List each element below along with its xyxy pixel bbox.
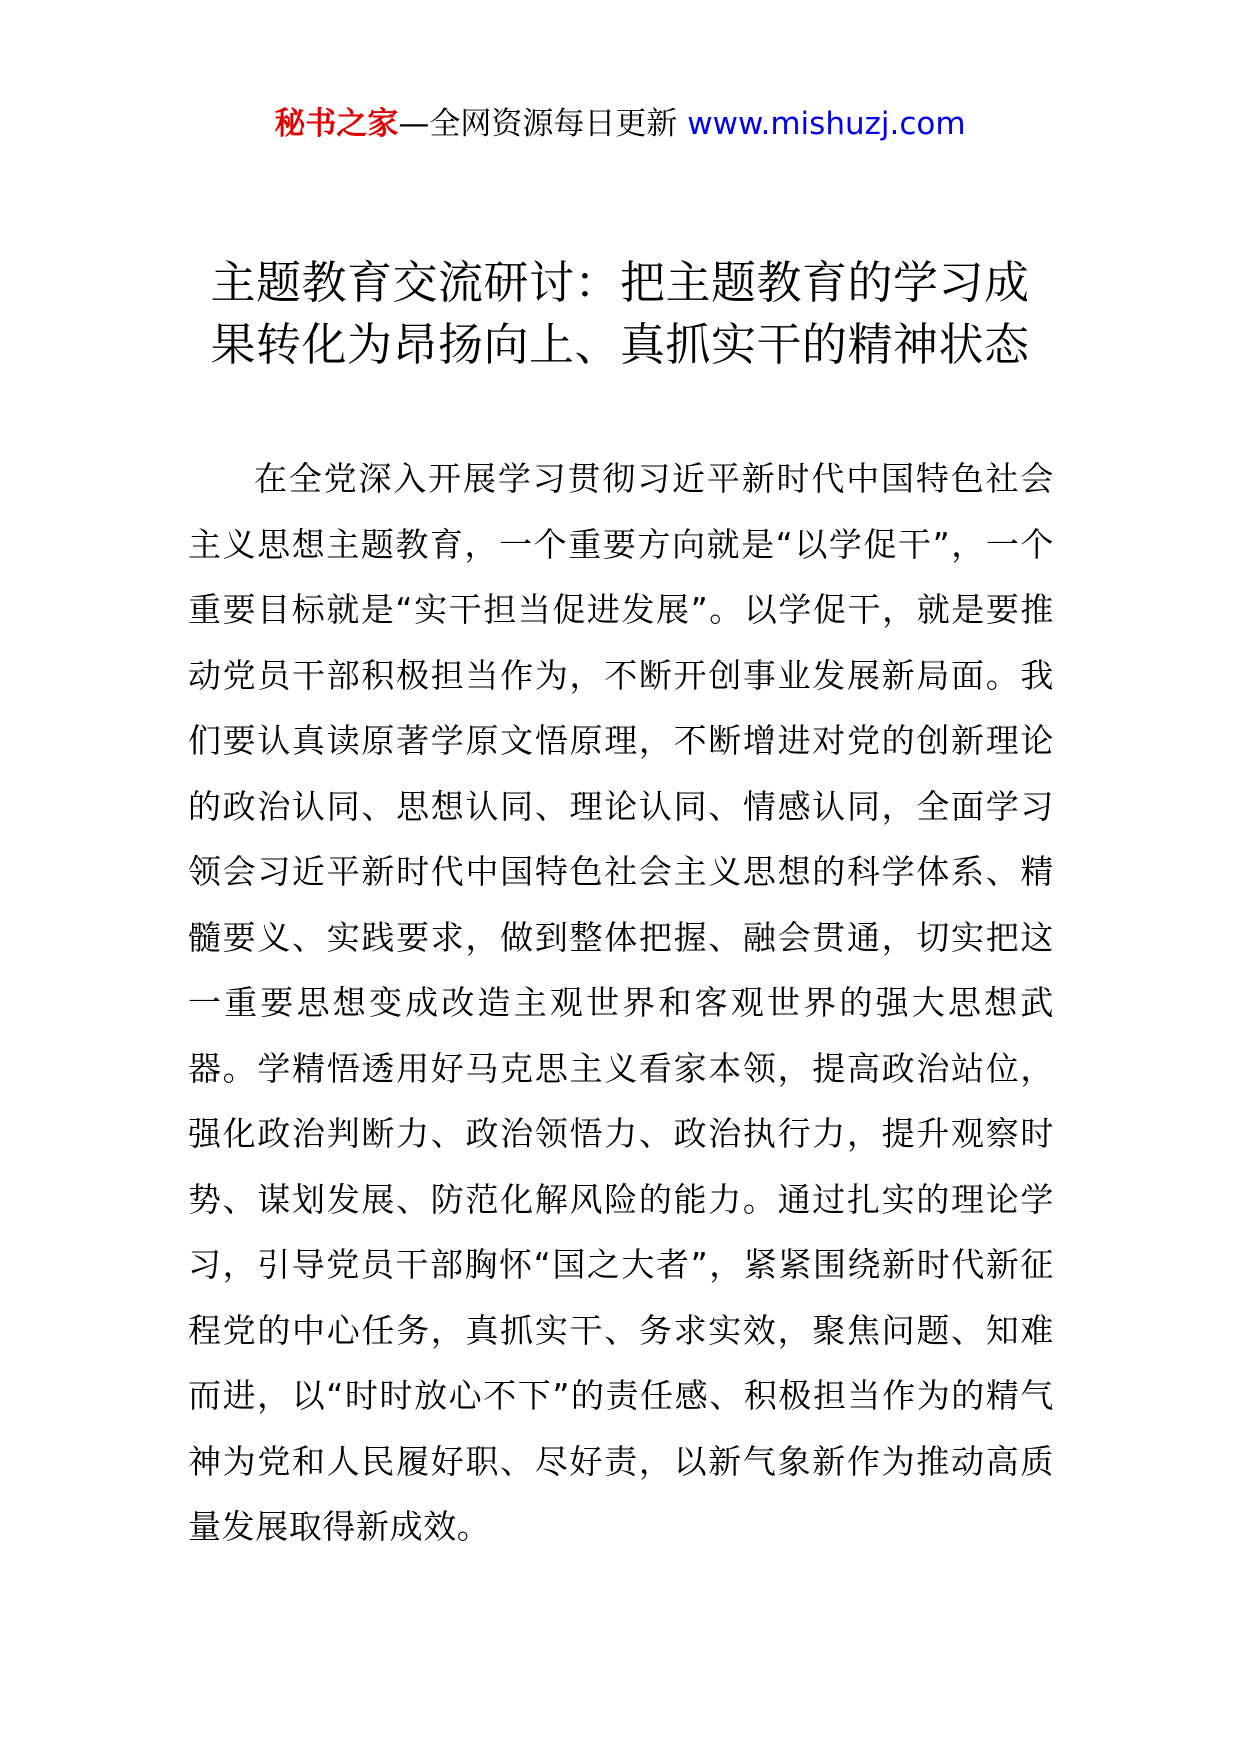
brand-name: 秘书之家 <box>274 106 399 142</box>
title-line-1: 主题教育交流研讨：把主题教育的学习成 <box>210 256 1030 309</box>
title-line-2: 果转化为昂扬向上、真抓实干的精神状态 <box>210 318 1030 371</box>
site-header <box>0 100 1240 148</box>
document-title <box>150 252 1090 376</box>
site-slogan: —全网资源每日更新 <box>398 106 678 142</box>
body-paragraph: 在全党深入开展学习贯彻习近平新时代中国特色社会主义思想主题教育，一个重要方向就是“以学促干”，一个重要目标就是“实干担当促进发展”。以学促干，就是要推动党员干部积极担当作为，不断开创事业发展新局面。我们要认真读原著学原文悟原理，不断增进对党的创新理论的政治认同、思想认同、理论认同、情感认同，全面学习领会习近平新时代中国特色社会主义思想的科学体系、精髓要义、实践要求，做到整体把握、融会贯通，切实把这一重要思想变成改造主观世界和客观世界的强大思想武器。学精悟透用好马克思主义看家本领，提高政治站位，强化政治判断力、政治领悟力、政治执行力，提升观察时势、谋划发展、防范化解风险的能力。通过扎实的理论学习，引导党员干部胸怀“国之大者”，紧紧围绕新时代新征程党的中心任务，真抓实干、务求实效，聚焦问题、知难而进，以“时时放心不下”的责任感、积极担当作为的精气神为党和人民履好职、尽好责，以新气象新作为推动高质量发展取得新成效。 <box>188 459 1054 1546</box>
site-url[interactable]: www.mishuzj.com <box>687 106 966 142</box>
